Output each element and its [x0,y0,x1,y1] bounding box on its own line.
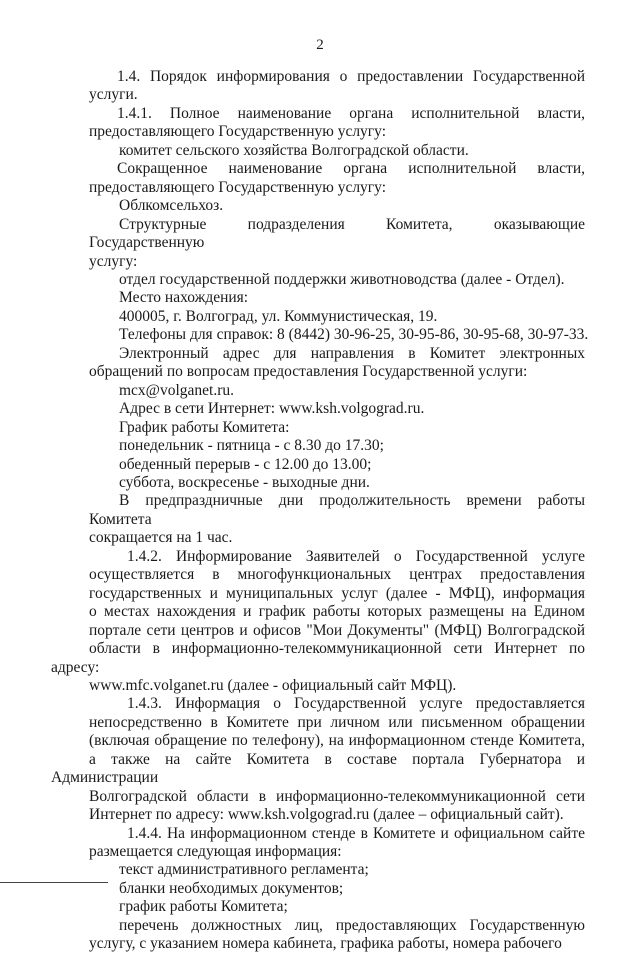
paragraph [89,419,585,437]
paragraph-line: Телефоны для справок: 8 (8442) 30-96-25, 30-95-86, 30-95-68, 30-97-33. [119,326,589,344]
paragraph-line: предоставляющего Государственную услугу: [89,123,387,141]
paragraph-line: 1.4.4. На информационном стенде в Комитете и официальном сайте [127,824,585,842]
paragraph [89,271,585,289]
paragraph [89,437,585,455]
paragraph-line: 400005, г. Волгоград, ул. Коммунистическая, 19. [119,307,438,325]
paragraph [89,345,585,382]
paragraph [89,492,585,547]
paragraph [89,917,585,954]
paragraph-line: Адрес в сети Интернет: www.ksh.volgograd.ru. [119,400,425,418]
paragraph-line: комитет сельского хозяйства Волгоградской области. [119,141,469,159]
paragraph [51,547,585,696]
paragraph-line: Структурные подразделения Комитета, оказывающие Государственную [89,215,585,252]
paragraph-line: суббота, воскресенье - выходные дни. [119,473,370,491]
paragraph-line: предоставляющего Государственную услугу: [89,178,387,196]
paragraph-line: Интернет по адресу: www.ksh.volgograd.ru (далее – официальный сайт). [89,806,564,824]
paragraph-line: услуги. [89,86,138,104]
paragraph-line: отдел государственной поддержки животноводства (далее - Отдел). [119,270,565,288]
paragraph [89,216,585,271]
paragraph-line: 1.4.3. Информация о Государственной услуге предоставляется [127,695,585,713]
paragraph [89,400,585,418]
paragraph-line: обращений по вопросам предоставления Государственной услуги: [89,363,528,381]
paragraph-line: бланки необходимых документов; [119,879,344,897]
paragraph-line: В предпраздничные дни продолжительность времени работы Комитета [89,492,585,528]
paragraph-line: о местах нахождения и график работы которых размещены на Едином [89,603,585,621]
paragraph [89,880,585,898]
paragraph-line: сокращается на 1 час. [89,529,233,547]
paragraph-line: обеденный перерыв - с 12.00 до 13.00; [119,455,372,473]
paragraph-line: mcx@volganet.ru. [119,381,234,399]
paragraph-line: Место нахождения: [119,289,249,307]
page-number: 2 [316,37,324,53]
paragraph-line: График работы Комитета: [119,418,290,436]
paragraph-line: области в информационно-телекоммуникационной сети Интернет по адресу: [51,640,585,676]
paragraph [89,308,585,326]
paragraph-line: портале сети центров и офисов "Мои Документы" (МФЦ) Волгоградской [89,621,585,639]
paragraph [89,474,585,492]
paragraph-line: текст административного регламента; [119,861,369,879]
paragraph-line: перечень должностных лиц, предоставляющих Государственную [119,916,585,934]
paragraph-line: непосредственно в Комитете при личном или письменном обращении [89,713,585,731]
paragraph [89,456,585,474]
paragraph-line: услугу: [89,252,138,270]
paragraph [89,105,585,142]
paragraph-line: 1.4.2. Информирование Заявителей о Государственной услуге [127,547,585,565]
paragraph-line: осуществляется в многофункциональных центрах предоставления [89,566,585,584]
paragraph-line: 1.4. Порядок информирования о предоставлении Государственной [117,68,585,85]
paragraph-line: государственных и муниципальных услуг (далее - МФЦ), информация [89,584,585,602]
paragraph [89,197,585,215]
paragraph-line: (включая обращение по телефону), на информационном стенде Комитета, [89,732,585,750]
paragraph-line: услугу, с указанием номера кабинета, графика работы, номера рабочего [89,935,562,953]
paragraph-line: Электронный адрес для направления в Комитет электронных [119,344,585,362]
footnote-rule [0,882,108,883]
paragraph-line: размещается следующая информация: [89,843,342,861]
paragraph [89,289,585,307]
paragraph [89,160,585,197]
document-body [51,68,589,954]
paragraph-line: www.mfc.volganet.ru (далее - официальный сайт МФЦ). [89,676,457,694]
paragraph-line: а также на сайте Комитета в составе портала Губернатора и Администрации [51,750,585,787]
paragraph-line: Волгоградской области в информационно-телекоммуникационной сети [89,787,585,805]
paragraph-line: график работы Комитета; [119,898,288,916]
paragraph [89,382,585,400]
paragraph [89,861,585,879]
paragraph-line: понедельник - пятница - с 8.30 до 17.30; [119,437,384,455]
paragraph-line: Облкомсельхоз. [119,197,224,215]
paragraph [89,898,585,916]
paragraph-line: 1.4.1. Полное наименование органа исполнительной власти, [117,104,585,122]
paragraph [51,695,585,824]
paragraph [89,142,585,160]
paragraph-line: Сокращенное наименование органа исполнительной власти, [117,160,585,178]
paragraph [89,326,589,344]
paragraph [89,825,585,862]
paragraph [89,68,585,105]
